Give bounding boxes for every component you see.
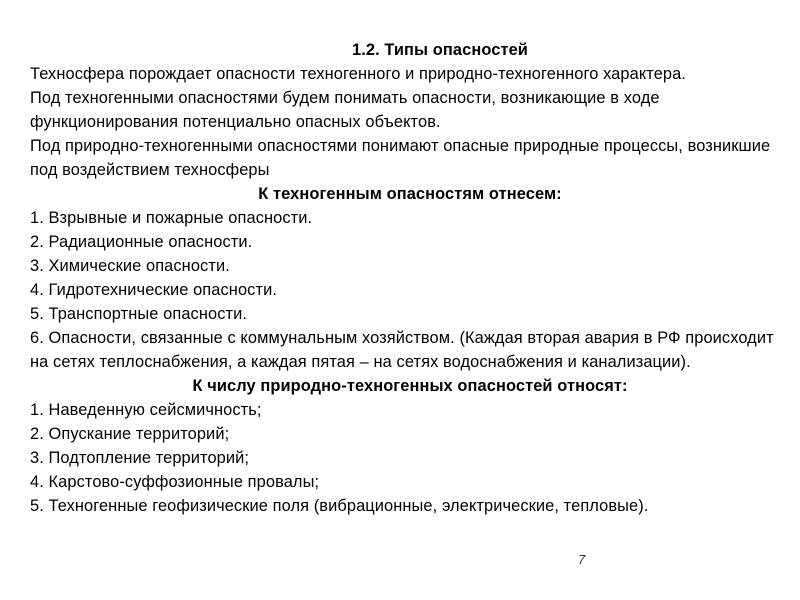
natural-technogenic-list (30, 398, 790, 518)
list-item: 6. Опасности, связанные с коммунальным хозяйством. (Каждая вторая авария в РФ происходит на сетях теплоснабжения, а каждая пятая – на сетях водоснабжения и канализации). (30, 329, 774, 371)
list-item: 2. Опускание территорий; (30, 425, 230, 443)
natural-technogenic-heading: К числу природно-техногенных опасностей относят: (192, 377, 628, 395)
list-item: 1. Взрывные и пожарные опасности. (30, 209, 313, 227)
list-item: 4. Гидротехнические опасности. (30, 281, 277, 299)
slide-title: 1.2. Типы опасностей (352, 41, 528, 59)
intro-paragraph: Под техногенными опасностями будем понимать опасности, возникающие в ходе функционирования потенциально опасных объектов. (30, 89, 660, 131)
technogenic-list (30, 206, 790, 374)
list-item: 5. Транспортные опасности. (30, 305, 248, 323)
list-item: 3. Подтопление территорий; (30, 449, 250, 467)
list-item: 3. Химические опасности. (30, 257, 230, 275)
list-item: 4. Карстово-суффозионные провалы; (30, 473, 320, 491)
slide-number: 7 (578, 552, 586, 567)
list-item: 1. Наведенную сейсмичность; (30, 401, 262, 419)
list-item: 5. Техногенные геофизические поля (вибрационные, электрические, тепловые). (30, 497, 649, 515)
slide-content (30, 38, 790, 518)
technogenic-heading: К техногенным опасностям отнесем: (258, 185, 562, 203)
intro-paragraph: Техносфера порождает опасности техногенного и природно-техногенного характера. (30, 65, 687, 83)
intro-paragraph: Под природно-техногенными опасностями понимают опасные природные процессы, возникшие под воздействием техносферы (30, 137, 771, 179)
list-item: 2. Радиационные опасности. (30, 233, 253, 251)
